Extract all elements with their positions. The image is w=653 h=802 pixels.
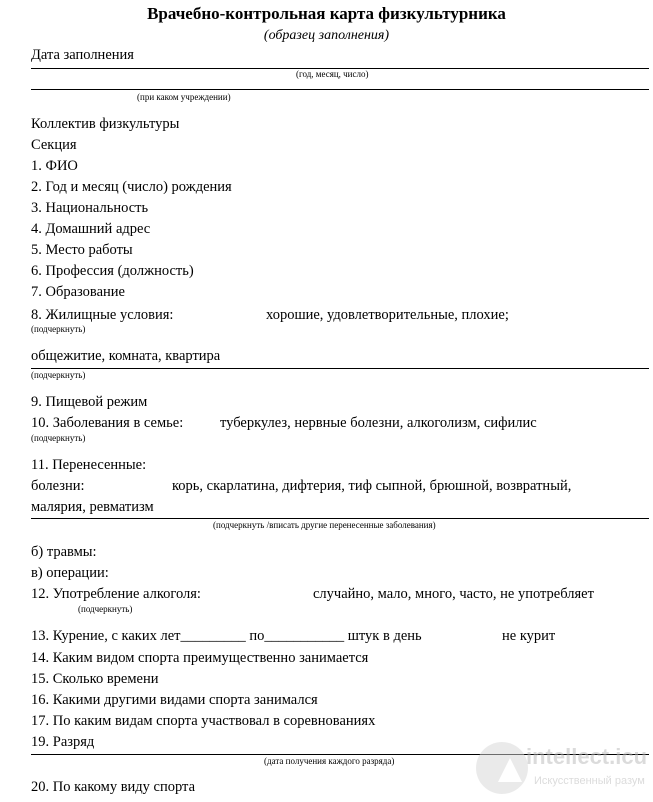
field-profession: 6. Профессия (должность)	[31, 263, 194, 279]
underline-hint: (подчеркнуть)	[31, 324, 86, 334]
field-family-diseases: 10. Заболевания в семье:	[31, 415, 184, 431]
field-date: Дата заполнения	[31, 47, 134, 63]
field-past-illnesses: 11. Перенесенные:	[31, 457, 147, 473]
field-education: 7. Образование	[31, 284, 125, 300]
field-duration: 15. Сколько времени	[31, 671, 159, 687]
field-fio: 1. ФИО	[31, 158, 78, 174]
alcohol-options: случайно, мало, много, часто, не употребляет	[313, 586, 594, 602]
field-collective: Коллектив физкультуры	[31, 116, 180, 132]
institution-line	[31, 89, 649, 90]
field-alcohol: 12. Употребление алкоголя:	[31, 586, 201, 602]
rank-hint: (дата получения каждого разряда)	[264, 756, 395, 766]
field-housing: 8. Жилищные условия:	[31, 307, 174, 323]
field-injuries: б) травмы:	[31, 544, 97, 560]
past-diseases-hint: (подчеркнуть /вписать другие перенесенные заболевания)	[213, 520, 436, 530]
family-diseases-options: туберкулез, нервные болезни, алкоголизм, сифилис	[220, 415, 537, 431]
field-rank: 19. Разряд	[31, 734, 95, 750]
field-address: 4. Домашний адрес	[31, 221, 151, 237]
housing-line	[31, 368, 649, 369]
field-nationality: 3. Национальность	[31, 200, 149, 216]
field-operations: в) операции:	[31, 565, 109, 581]
field-competitions: 17. По каким видам спорта участвовал в соревнованиях	[31, 713, 376, 729]
past-diseases-options-2: малярия, ревматизм	[31, 499, 154, 515]
watermark-brand: intellect.icu	[526, 744, 648, 769]
underline-hint: (подчеркнуть)	[31, 433, 86, 443]
field-section: Секция	[31, 137, 77, 153]
field-birth: 2. Год и месяц (число) рождения	[31, 179, 232, 195]
institution-hint: (при каком учреждении)	[137, 92, 231, 102]
date-hint: (год, месяц, число)	[296, 69, 369, 79]
field-main-sport: 14. Каким видом спорта преимущественно занимается	[31, 650, 369, 666]
field-smoking: 13. Курение, с каких лет_________ по___________ штук в день	[31, 628, 422, 644]
underline-hint: (подчеркнуть)	[31, 370, 86, 380]
watermark	[468, 738, 650, 798]
watermark-logo-icon	[476, 742, 528, 794]
watermark-tagline: Искусственный разум	[534, 775, 645, 787]
past-diseases-label: болезни:	[31, 478, 85, 494]
field-other-sports: 16. Какими другими видами спорта занимался	[31, 692, 318, 708]
field-sport-kind: 20. По какому виду спорта	[31, 779, 196, 795]
smoking-none: не курит	[502, 628, 556, 644]
field-diet: 9. Пищевой режим	[31, 394, 148, 410]
page-subtitle: (образец заполнения)	[263, 28, 390, 43]
field-workplace: 5. Место работы	[31, 242, 133, 258]
housing-type: общежитие, комната, квартира	[31, 348, 221, 364]
past-diseases-line	[31, 518, 649, 519]
page-title: Врачебно-контрольная карта физкультурника	[147, 4, 506, 23]
past-diseases-options: корь, скарлатина, дифтерия, тиф сыпной, брюшной, возвратный,	[172, 478, 572, 494]
housing-options: хорошие, удовлетворительные, плохие;	[266, 307, 509, 323]
underline-hint: (подчеркнуть)	[78, 604, 133, 614]
